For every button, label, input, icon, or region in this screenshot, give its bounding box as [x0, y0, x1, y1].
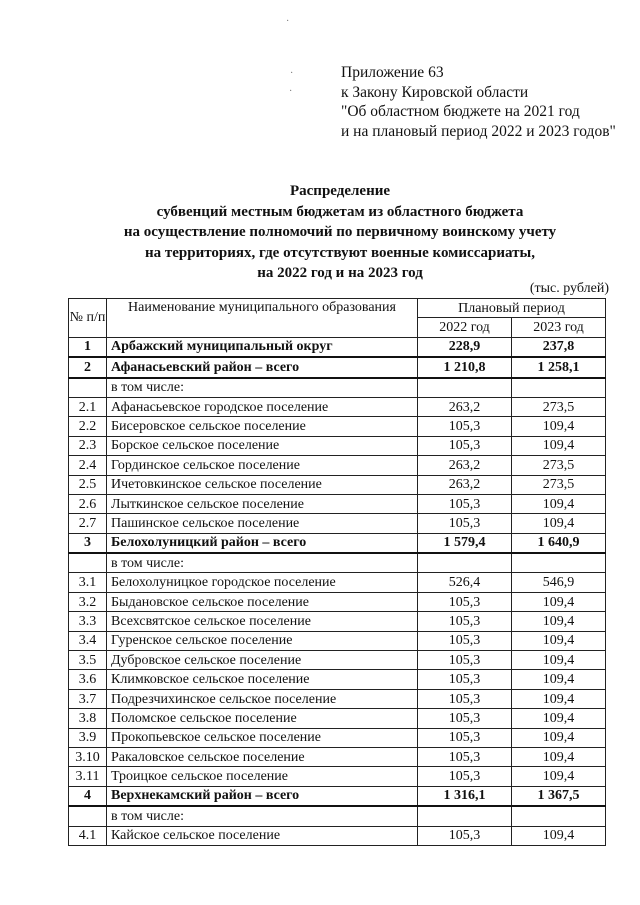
table-row: [69, 689, 606, 708]
table-row: [69, 826, 606, 845]
row-name: Афанасьевское городское поселение: [107, 397, 418, 416]
row-number: [69, 806, 107, 826]
table-row: [69, 709, 606, 728]
row-value-2022: 1 316,1: [418, 786, 512, 806]
row-name: Ичетовкинское сельское поселение: [107, 475, 418, 494]
row-value-2023: 273,5: [512, 397, 606, 416]
table-row: [69, 806, 606, 826]
row-value-2022: 105,3: [418, 767, 512, 786]
table-row: [69, 728, 606, 747]
table-row: [69, 397, 606, 416]
row-value-2022: 1 579,4: [418, 533, 512, 553]
row-name: Подрезчихинское сельское поселение: [107, 689, 418, 708]
row-value-2023: 1 367,5: [512, 786, 606, 806]
row-number: 3.10: [69, 747, 107, 766]
row-value-2023: [512, 378, 606, 398]
row-name: Ракаловское сельское поселение: [107, 747, 418, 766]
row-number: [69, 378, 107, 398]
row-value-2023: 273,5: [512, 456, 606, 475]
row-number: 3.2: [69, 592, 107, 611]
table-row: [69, 592, 606, 611]
row-name: Троицкое сельское поселение: [107, 767, 418, 786]
row-value-2022: 228,9: [418, 337, 512, 357]
row-value-2022: 105,3: [418, 670, 512, 689]
row-name: Белохолуницкое городское поселение: [107, 573, 418, 592]
row-value-2022: 105,3: [418, 689, 512, 708]
row-name: Кайское сельское поселение: [107, 826, 418, 845]
row-value-2022: 105,3: [418, 631, 512, 650]
row-value-2022: [418, 378, 512, 398]
table-row: [69, 357, 606, 377]
row-value-2023: 109,4: [512, 494, 606, 513]
row-name: Лыткинское сельское поселение: [107, 494, 418, 513]
table-row: [69, 417, 606, 436]
table-row: [69, 651, 606, 670]
table-row: [69, 475, 606, 494]
row-name: Быдановское сельское поселение: [107, 592, 418, 611]
row-value-2022: 105,3: [418, 417, 512, 436]
row-value-2023: 1 258,1: [512, 357, 606, 377]
row-value-2023: 109,4: [512, 670, 606, 689]
row-name: Гординское сельское поселение: [107, 456, 418, 475]
table-row: [69, 456, 606, 475]
table-row: [69, 747, 606, 766]
row-number: 3.1: [69, 573, 107, 592]
row-name: Верхнекамский район – всего: [107, 786, 418, 806]
row-value-2022: 105,3: [418, 592, 512, 611]
row-name: Пашинское сельское поселение: [107, 514, 418, 533]
scan-speck: ·: [290, 68, 294, 79]
row-name: Афанасьевский район – всего: [107, 357, 418, 377]
table-row: [69, 573, 606, 592]
row-value-2022: 1 210,8: [418, 357, 512, 377]
table-row: [69, 436, 606, 455]
subsidy-table: [68, 298, 606, 846]
row-number: 2: [69, 357, 107, 377]
row-value-2022: [418, 553, 512, 573]
table-row: [69, 767, 606, 786]
appendix-law-title-cont: и на плановый период 2022 и 2023 годов": [341, 122, 616, 140]
row-number: [69, 553, 107, 573]
row-number: 3.11: [69, 767, 107, 786]
row-value-2022: 105,3: [418, 494, 512, 513]
row-number: 2.3: [69, 436, 107, 455]
header-num: № п/п: [69, 299, 107, 338]
row-value-2023: [512, 806, 606, 826]
title-line: Распределение: [289, 183, 391, 199]
table-row: [69, 612, 606, 631]
row-value-2023: 109,4: [512, 728, 606, 747]
row-name: Поломское сельское поселение: [107, 709, 418, 728]
row-value-2022: 105,3: [418, 728, 512, 747]
title-line: на 2022 год и на 2023 год: [257, 265, 423, 281]
row-name: Дубровское сельское поселение: [107, 651, 418, 670]
row-value-2022: 105,3: [418, 709, 512, 728]
row-value-2022: 105,3: [418, 612, 512, 631]
row-value-2022: 526,4: [418, 573, 512, 592]
header-period: Плановый период: [418, 299, 606, 318]
row-value-2023: 109,4: [512, 631, 606, 650]
row-number: 3.6: [69, 670, 107, 689]
row-value-2023: 109,4: [512, 747, 606, 766]
row-value-2023: 109,4: [512, 709, 606, 728]
row-number: 2.2: [69, 417, 107, 436]
row-value-2023: 109,4: [512, 612, 606, 631]
row-value-2023: 546,9: [512, 573, 606, 592]
row-value-2023: [512, 553, 606, 573]
appendix-number: Приложение 63: [341, 64, 444, 81]
table-row: [69, 378, 606, 398]
row-value-2022: 105,3: [418, 436, 512, 455]
table-row: [69, 786, 606, 806]
row-value-2023: 273,5: [512, 475, 606, 494]
table-row: [69, 337, 606, 357]
row-value-2023: 237,8: [512, 337, 606, 357]
row-value-2023: 109,4: [512, 417, 606, 436]
row-name: Бисеровское сельское поселение: [107, 417, 418, 436]
row-name: Прокопьевское сельское поселение: [107, 728, 418, 747]
appendix-header: [341, 63, 616, 141]
header-name: Наименование муниципального образования: [107, 299, 418, 338]
row-name: в том числе:: [107, 378, 418, 398]
row-number: 3.3: [69, 612, 107, 631]
row-value-2023: 109,4: [512, 651, 606, 670]
row-value-2023: 109,4: [512, 436, 606, 455]
row-number: 3.5: [69, 651, 107, 670]
row-number: 3: [69, 533, 107, 553]
row-number: 3.4: [69, 631, 107, 650]
row-name: Гуренское сельское поселение: [107, 631, 418, 650]
row-value-2023: 109,4: [512, 514, 606, 533]
header-2023: 2023 год: [512, 318, 606, 337]
table-row: [69, 631, 606, 650]
table-row: [69, 553, 606, 573]
table-row: [69, 533, 606, 553]
row-value-2023: 109,4: [512, 689, 606, 708]
scan-speck: ·: [286, 16, 290, 27]
row-name: Белохолуницкий район – всего: [107, 533, 418, 553]
title-line: на осуществление полномочий по первичному воинскому учету: [123, 224, 557, 240]
row-value-2023: 109,4: [512, 592, 606, 611]
row-value-2022: 105,3: [418, 826, 512, 845]
document-title: [0, 181, 640, 284]
row-number: 3.8: [69, 709, 107, 728]
row-name: Всехсвятское сельское поселение: [107, 612, 418, 631]
row-value-2023: 109,4: [512, 826, 606, 845]
row-number: 1: [69, 337, 107, 357]
table-row: [69, 494, 606, 513]
row-name: Климковское сельское поселение: [107, 670, 418, 689]
row-number: 2.5: [69, 475, 107, 494]
appendix-law-ref: к Закону Кировской области: [341, 83, 529, 101]
row-name: в том числе:: [107, 553, 418, 573]
row-value-2022: [418, 806, 512, 826]
header-2022: 2022 год: [418, 318, 512, 337]
row-name: Борское сельское поселение: [107, 436, 418, 455]
table-row: [69, 514, 606, 533]
row-value-2023: 109,4: [512, 767, 606, 786]
row-value-2022: 263,2: [418, 475, 512, 494]
row-number: 4.1: [69, 826, 107, 845]
scan-speck: ·: [289, 86, 293, 97]
table-header-row: [69, 299, 606, 318]
row-number: 4: [69, 786, 107, 806]
appendix-law-title: "Об областном бюджете на 2021 год: [341, 103, 580, 120]
row-value-2023: 1 640,9: [512, 533, 606, 553]
row-value-2022: 263,2: [418, 397, 512, 416]
title-line: субвенций местным бюджетам из областного бюджета: [156, 203, 524, 220]
row-value-2022: 105,3: [418, 651, 512, 670]
table-row: [69, 670, 606, 689]
row-name: Арбажский муниципальный округ: [107, 337, 418, 357]
row-number: 2.6: [69, 494, 107, 513]
unit-label: (тыс. рублей): [529, 281, 609, 296]
row-number: 2.4: [69, 456, 107, 475]
title-line: на территориях, где отсутствуют военные комиссариаты,: [145, 244, 535, 261]
row-number: 2.7: [69, 514, 107, 533]
row-number: 3.9: [69, 728, 107, 747]
row-value-2022: 263,2: [418, 456, 512, 475]
row-number: 3.7: [69, 689, 107, 708]
row-name: в том числе:: [107, 806, 418, 826]
row-value-2022: 105,3: [418, 514, 512, 533]
row-value-2022: 105,3: [418, 747, 512, 766]
row-number: 2.1: [69, 397, 107, 416]
